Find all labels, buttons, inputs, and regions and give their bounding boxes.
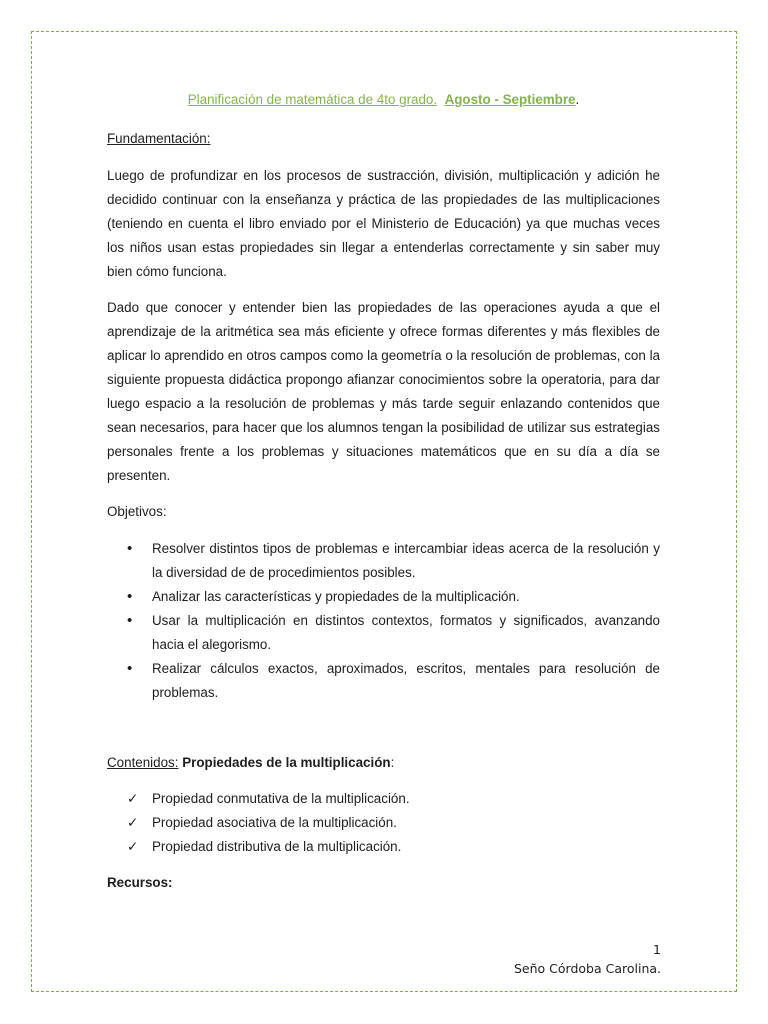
contenidos-topic: Propiedades de la multiplicación bbox=[182, 755, 391, 770]
objetivos-list bbox=[107, 537, 660, 705]
bullet-icon: • bbox=[127, 660, 133, 677]
contenidos-label: Contenidos: bbox=[107, 755, 179, 770]
title-main: Planificación de matemática de 4to grado. bbox=[187, 92, 438, 107]
footer-author: Seño Córdoba Carolina. bbox=[513, 961, 661, 976]
fundamentacion-paragraph-2: Dado que conocer y entender bien las propiedades de las operaciones ayuda a que el aprendizaje de la aritmética sea más eficiente y ofrece formas diferentes y más flexibles de aplicar lo aprendido en otros campos como la geometría o la resolución de problemas, con la siguiente propuesta didáctica propongo afianzar conocimientos sobre la operatoria, para dar luego espacio a la resolución de problemas y más tarde seguir enlazando contenidos que sean necesarios, para hacer que los alumnos tengan la posibilidad de utilizar sus estrategias personales frente a los problemas y situaciones matemáticos que en su día a día se presenten. bbox=[107, 300, 660, 483]
objetivo-item bbox=[107, 537, 660, 585]
objetivo-item bbox=[107, 609, 660, 657]
checkmark-icon: ✓ bbox=[127, 791, 139, 806]
objetivo-text: Analizar las características y propiedades de la multiplicación. bbox=[152, 589, 520, 604]
objetivo-item bbox=[107, 657, 660, 705]
bullet-icon: • bbox=[127, 588, 133, 605]
recursos-heading: Recursos: bbox=[107, 875, 173, 890]
contenido-text: Propiedad distributiva de la multiplicación. bbox=[152, 839, 402, 854]
objetivo-text: Usar la multiplicación en distintos contextos, formatos y significados, avanzando hacia el alegorismo. bbox=[152, 613, 660, 652]
bullet-icon: • bbox=[127, 540, 133, 557]
contenidos-colon: : bbox=[390, 755, 395, 770]
objetivo-text: Realizar cálculos exactos, aproximados, escritos, mentales para resolución de problemas. bbox=[152, 661, 660, 700]
contenido-item bbox=[107, 835, 660, 859]
checkmark-icon: ✓ bbox=[127, 815, 139, 830]
contenido-item bbox=[107, 787, 660, 811]
contenido-text: Propiedad asociativa de la multiplicación. bbox=[152, 815, 397, 830]
objetivo-text: Resolver distintos tipos de problemas e intercambiar ideas acerca de la resolución y la diversidad de de procedimientos posibles. bbox=[152, 541, 660, 580]
title-dot: . bbox=[575, 92, 580, 107]
fundamentacion-heading: Fundamentación: bbox=[107, 131, 211, 146]
objetivo-item bbox=[107, 585, 660, 609]
contenidos-heading bbox=[107, 751, 660, 775]
contenido-item bbox=[107, 811, 660, 835]
title-months: Agosto - Septiembre bbox=[444, 92, 576, 107]
objetivos-heading: Objetivos: bbox=[107, 504, 167, 519]
contenido-text: Propiedad conmutativa de la multiplicación. bbox=[152, 791, 410, 806]
bullet-icon: • bbox=[127, 612, 133, 629]
document-body bbox=[107, 88, 660, 895]
footer-page-number: 1 bbox=[653, 942, 661, 957]
checkmark-icon: ✓ bbox=[127, 839, 139, 854]
fundamentacion-paragraph-1: Luego de profundizar en los procesos de sustracción, división, multiplicación y adición he decidido continuar con la enseñanza y práctica de las propiedades de las multiplicaciones (teniendo en cuenta el libro enviado por el Ministerio de Educación) ya que muchas veces los niños usan estas propiedades sin llegar a entenderlas correctamente y sin saber muy bien cómo funciona. bbox=[107, 168, 660, 279]
document-title bbox=[107, 88, 660, 112]
contenidos-list bbox=[107, 787, 660, 859]
